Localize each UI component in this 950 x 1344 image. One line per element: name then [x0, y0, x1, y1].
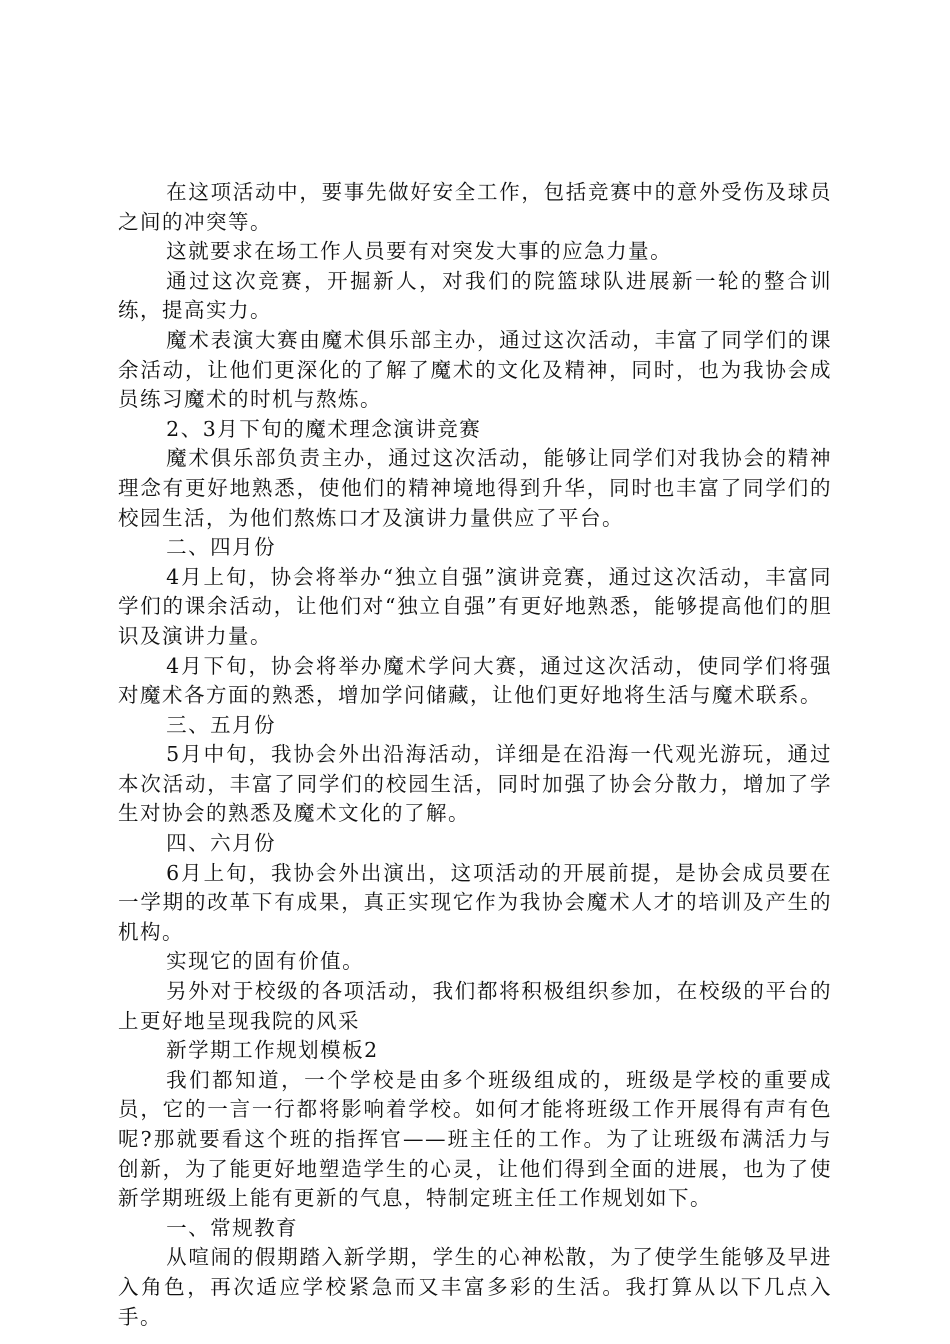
paragraph: 我们都知道，一个学校是由多个班级组成的，班级是学校的重要成员，它的一言一行都将影响着学校。如何才能将班级工作开展得有声有色呢?那就要看这个班的指挥官——班主任的工作。为了让班级布满活力与创新，为了能更好地塑造学生的心灵，让他们得到全面的进展，也为了使新学期班级上能有更新的气息，特制定班主任工作规划如下。	[118, 1067, 832, 1211]
paragraph: 魔术表演大赛由魔术俱乐部主办，通过这次活动，丰富了同学们的课余活动，让他们更深化的了解了魔术的文化及精神，同时，也为我协会成员练习魔术的时机与熬炼。	[118, 327, 832, 412]
paragraph: 魔术俱乐部负责主办，通过这次活动，能够让同学们对我协会的精神理念有更好地熟悉，使他们的精神境地得到升华，同时也丰富了同学们的校园生活，为他们熬炼口才及演讲力量供应了平台。	[118, 446, 832, 530]
section-heading: 二、四月份	[166, 535, 277, 560]
paragraph: 从喧闹的假期踏入新学期，学生的心神松散，为了使学生能够及早进入角色，再次适应学校紧急而又丰富多彩的生活。我打算从以下几点入手。	[118, 1245, 832, 1329]
paragraph: 6月上旬，我协会外出演出，这项活动的开展前提，是协会成员要在一学期的改革下有成果，真正实现它作为我协会魔术人才的培训及产生的机构。	[118, 860, 832, 944]
paragraph: 通过这次竞赛，开掘新人，对我们的院篮球队进展新一轮的整合训练，提高实力。	[118, 268, 832, 323]
section-heading: 三、五月份	[166, 712, 277, 737]
section-heading: 2、3月下旬的魔术理念演讲竞赛	[166, 416, 482, 441]
paragraph: 5月中旬，我协会外出沿海活动，详细是在沿海一代观光游玩，通过本次活动，丰富了同学们的校园生活，同时加强了协会分散力，增加了学生对协会的熟悉及魔术文化的了解。	[118, 742, 832, 826]
paragraph: 实现它的固有价值。	[166, 949, 365, 974]
paragraph: 另外对于校级的各项活动，我们都将积极组织参加，在校级的平台的上更好地呈现我院的风采	[118, 979, 832, 1033]
section-heading: 四、六月份	[166, 831, 277, 856]
paragraph: 在这项活动中，要事先做好安全工作，包括竞赛中的意外受伤及球员之间的冲突等。	[118, 180, 832, 234]
paragraph: 4月下旬，协会将举办魔术学问大赛，通过这次活动，使同学们将强对魔术各方面的熟悉，增加学问储藏，让他们更好地将生活与魔术联系。	[118, 653, 832, 708]
paragraph: 这就要求在场工作人员要有对突发大事的应急力量。	[166, 239, 673, 264]
section-heading: 一、常规教育	[166, 1215, 299, 1240]
section-heading: 新学期工作规划模板2	[166, 1038, 379, 1063]
document-body	[118, 178, 832, 1332]
paragraph: 4月上旬，协会将举办“独立自强”演讲竞赛，通过这次活动，丰富同学们的课余活动，让他们对“独立自强”有更好地熟悉，能够提高他们的胆识及演讲力量。	[118, 564, 832, 648]
